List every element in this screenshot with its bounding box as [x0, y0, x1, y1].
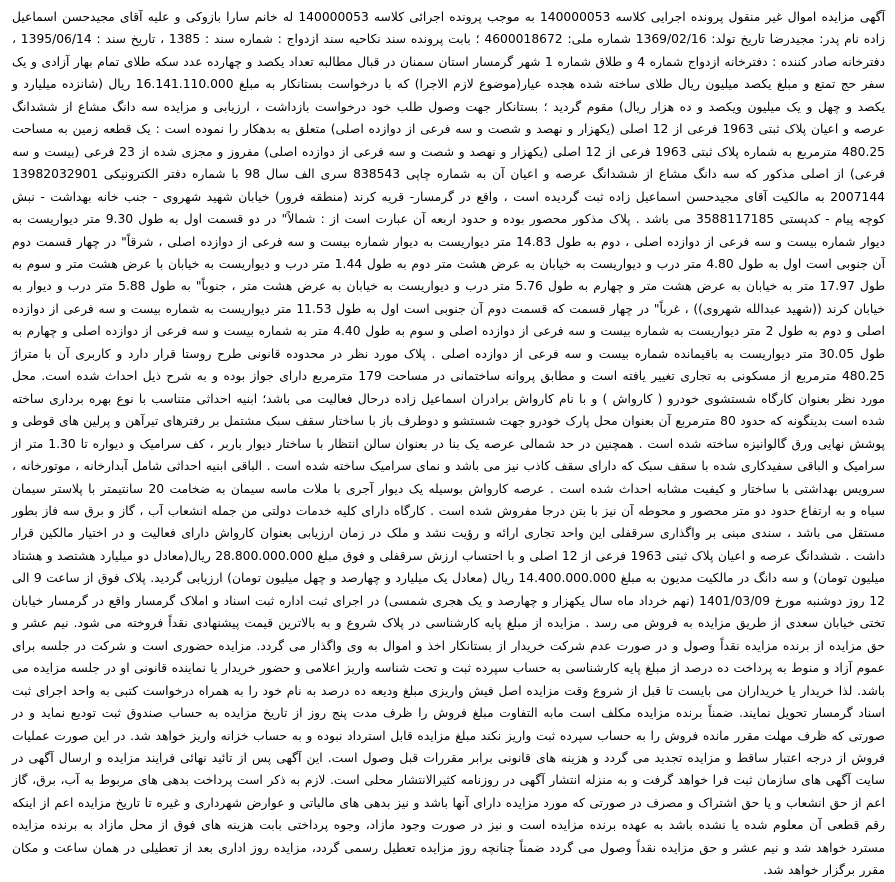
- notice-body-text: آگهی مزایده اموال غیر منقول پرونده اجرایی کلاسه 140000053 به موجب پرونده اجرائی کلاسه 140000053 له خانم سارا بازوکی و علیه آقای مجیدحسن اسماعیل زاده نام پدر: مجیدرضا تاریخ تولد: 1369/02/16 شماره ملی: 4600018672 ؛ بابت پرونده سند نکاحیه سند ازدواج : شماره سند : 1385 ، تاریخ سند : 1395/06/14 ، دفترخانه صادر کننده : دفترخانه ازدواج شماره 4 و طلاق شماره 1 شهر گرمسار استان سمنان در قبال مطالبه تعداد یکصد و چهارده عدد سکه طلای تمام بهار آزادی و یک سفر حج تمتع و مبلغ یکصد میلیون ریال طلای ساخته شده هجده عیار(موضوع لازم الاجرا) که با درخواست بستانکار به مبلغ 16.141.110.000 ریال (شانزده میلیارد و یکصد و چهل و یک میلیون ویکصد و ده هزار ریال) مقوم گردید ؛ بستانکار جهت وصول طلب خود درخواست بازداشت ، ارزیابی و مزایده سه دانگ مشاع از ششدانگ عرصه و اعیان پلاک ثبتی 1963 فرعی از 12 اصلی (یکهزار و نهصد و شصت و سه فرعی از دوازده اصلی) متعلق به بدهکار را نموده است : یک قطعه زمین به مساحت 480.25 مترمربع به شماره پلاک ثبتی 1963 فرعی از 12 اصلی (یکهزار و نهصد و شصت و سه فرعی از دوازده اصلی) مفروز و مجزی شده از 23 فرعی (بیست و سه فرعی) از اصلی مذکور که سه دانگ مشاع از ششدانگ عرصه و اعیان آن به شماره چاپی 838543 سری الف سال 98 با شماره دفتر الکترونیکی 13982032901​2007144 به مالکیت آقای مجیدحسن اسماعیل زاده ثبت گردیده است ، واقع در گرمسار- قریه کرند (منطقه فرور) خیابان شهید شهروی - جنب خانه بهداشت - نبش کوچه پیام - کدپستی 3588117185 می باشد . پلاک مذکور محصور بوده و حدود اربعه آن عبارت است از : شمالاً" در دو قسمت اول به طول 9.30 متر دیواریست به دیوار شماره بیست و سه فرعی از دوازده اصلی ، دوم به طول 14.83 متر دیواریست به دیوار شماره بیست و سه فرعی از دوازده اصلی ، شرقاً" در چهار قسمت دوم آن جنوبی است اول به طول 4.80 متر درب و دیواریست به خیابان به عرض هشت متر دوم به طول 1.44 متر درب و دیواریست به خیابان با عرض هشت متر و سوم به طول 17.97 متر به خیابان به عرض هشت متر و چهارم به طول 5.76 متر درب و دیواریست به خیابان به عرض هشت متر ، جنوباً" به طول 5.88 متر درب و دیوار به خیابان کرند ((شهید عبدالله شهروی)) ، غرباً" در چهار قسمت که قسمت دوم آن جنوبی است اول به طول 11.53 متر دیواریست به شماره بیست و سه فرعی از دوازده اصلی و دوم به طول 2 متر دیواریست به شماره بیست و سه فرعی از دوازده اصلی و سوم به طول 4.40 متر به شماره بیست و سه فرعی از دوازده اصلی و چهارم به طول 30.05 متر دیواریست به باقیمانده شماره بیست و سه فرعی از دوازده اصلی . پلاک مورد نظر در محدوده قانونی طرح روستا قرار دارد و کاربری آن با متراژ 480.25 مترمربع از مسکونی به تجاری تغییر یافته است و مطابق پروانه ساختمانی در مساحت 179 مترمربع دارای جواز بوده و به شرح ذیل احداث شده است. محل مورد نظر بعنوان کارگاه شستشوی خودرو ( کارواش ) و با نام کارواش برادران اسماعیل زاده درحال فعالیت می باشد؛ ابنیه احداثی متناسب با نوع بهره برداری ساخته شده است بدینگونه که حدود 80 مترمربع آن بعنوان محل پارک خودرو جهت شستشو و دوطرف باز با ساختار سقف سبک مشتمل بر رفترهای تیرآهن و پرلین های قوطی و پوشش نهایی ورق گالوانیزه ساخته شده است . همچنین در حد شمالی عرصه یک بنا در بعنوان سالن انتظار با ساختار دیوار باربر ، کف سرامیک و دیواره تا 1.30 متر از سرامیک و الباقی سفیدکاری شده با سقف سبک که دارای سقف کاذب نیز می باشد و نمای سرامیک ساخته شده است . الباقی ابنیه احداثی شامل آبدارخانه ، موتورخانه ، سرویس بهداشتی با ساختار و کیفیت مشابه احداث شده است . عرصه کارواش بوسیله یک دیوار آجری با ملات ماسه سیمان به ضخامت 20 سانتیمتر با پلاستر سیمان سیاه و به ارتفاع حدود دو متر محصور و محوطه آن نیز با بتن درجا مفروش شده است . کارگاه دارای کلیه خدمات دولتی من جمله انشعاب آب ، گاز و برق سه فاز بطور مستقل می باشد ، سندی مبنی بر واگذاری سرقفلی این واحد تجاری ارائه و رؤیت نشد و ملک در زمان ارزیابی بعنوان کارواش دارای فعالیت و در اختیار مالکین قرار داشت . ششدانگ عرصه و اعیان پلاک ثبتی 1963 فرعی از 12 اصلی و با احتساب ارزش سرقفلی و فوق مبلغ 28.800.000.000 ریال(معادل دو میلیارد هشتصد و هشتاد میلیون تومان) و سه دانگ در مالکیت مدیون به مبلغ 14.400.000.000 ریال (معادل یک میلیارد و چهارصد و چهل میلیون تومان) ارزیابی گردید. پلاک فوق از ساعت 9 الی 12 روز دوشنبه مورخ 1401/03/09 (نهم خرداد ماه سال یکهزار و چهارصد و یک هجری شمسی) در اجرای ثبت اداره ثبت اسناد و املاک گرمسار واقع در گرمسار خیابان تختی خیابان سعدی از طریق مزایده به فروش می رسد . مزایده از مبلغ پایه کارشناسی در پلاک شروع و به بالاترین قیمت پیشنهادی نقداً فروخته می شود. نیم عشر و حق مزایده از برنده مزایده نقداً وصول و در صورت عدم شرکت خریدار از بستانکار اخذ و اموال به وی واگذار می گردد. مزایده حضوری است و شرکت در جلسه برای عموم آزاد و منوط به پرداخت ده درصد از مبلغ پایه کارشناسی به حساب سپرده ثبت و تحت شناسه واریز اعلامی و حضور خریدار یا نماینده قانونی او در جلسه مزایده می باشد. لذا خریدار یا خریداران می بایست تا قبل از شروع وقت مزایده اصل فیش واریزی مبلغ ودیعه ده درصد به نام خود را به همراه درخواست کتبی به واحد اجرای ثبت اسناد گرمسار تحویل نمایند. ضمناً برنده مزایده مکلف است مابه التفاوت مبلغ فروش را ظرف مدت پنج روز از تاریخ مزایده به حساب صندوق ثبت تودیع نماید و در صورتی که ظرف مهلت مقرر مانده فروش را به حساب سپرده ثبت واریز نکند مبلغ مزایده قابل استرداد نبوده و به حساب خزانه واریز خواهد شد. در این صورت عملیات فروش از درجه اعتبار ساقط و مزایده تجدید می گردد و هزینه های قانونی برابر مقررات قبل وصول است. این آگهی پس از تائید نهائی فرایند مزایده و ارسال آگهی در سایت آگهی های سازمان ثبت فرا خواهد گرفت و به منزله انتشار آگهی در روزنامه کثیرالانتشار محلی است. لازم به ذکر است پرداخت بدهی های مربوط به آب، برق، گاز اعم از حق انشعاب و یا حق اشتراک و مصرف در صورتی که مورد مزایده دارای آنها باشد و نیز بدهی های مالیاتی و عوارض شهرداری و غیره تا تاریخ مزایده اعم از اینکه رقم قطعی آن معلوم شده یا نشده باشد به عهده برنده مزایده است و نیز در صورت وجود مازاد، وجوه پرداختی بابت هزینه های فوق از محل مازاد به برنده مزایده مسترد خواهد شد و نیم عشر و حق مزایده نقداً وصول می گردد ضمناً چنانچه روز مزایده تعطیل رسمی گردد، مزایده روز اداری بعد از تعطیلی در همان ساعت و مکان مقرر برگزار خواهد شد.: [12, 10, 886, 878]
